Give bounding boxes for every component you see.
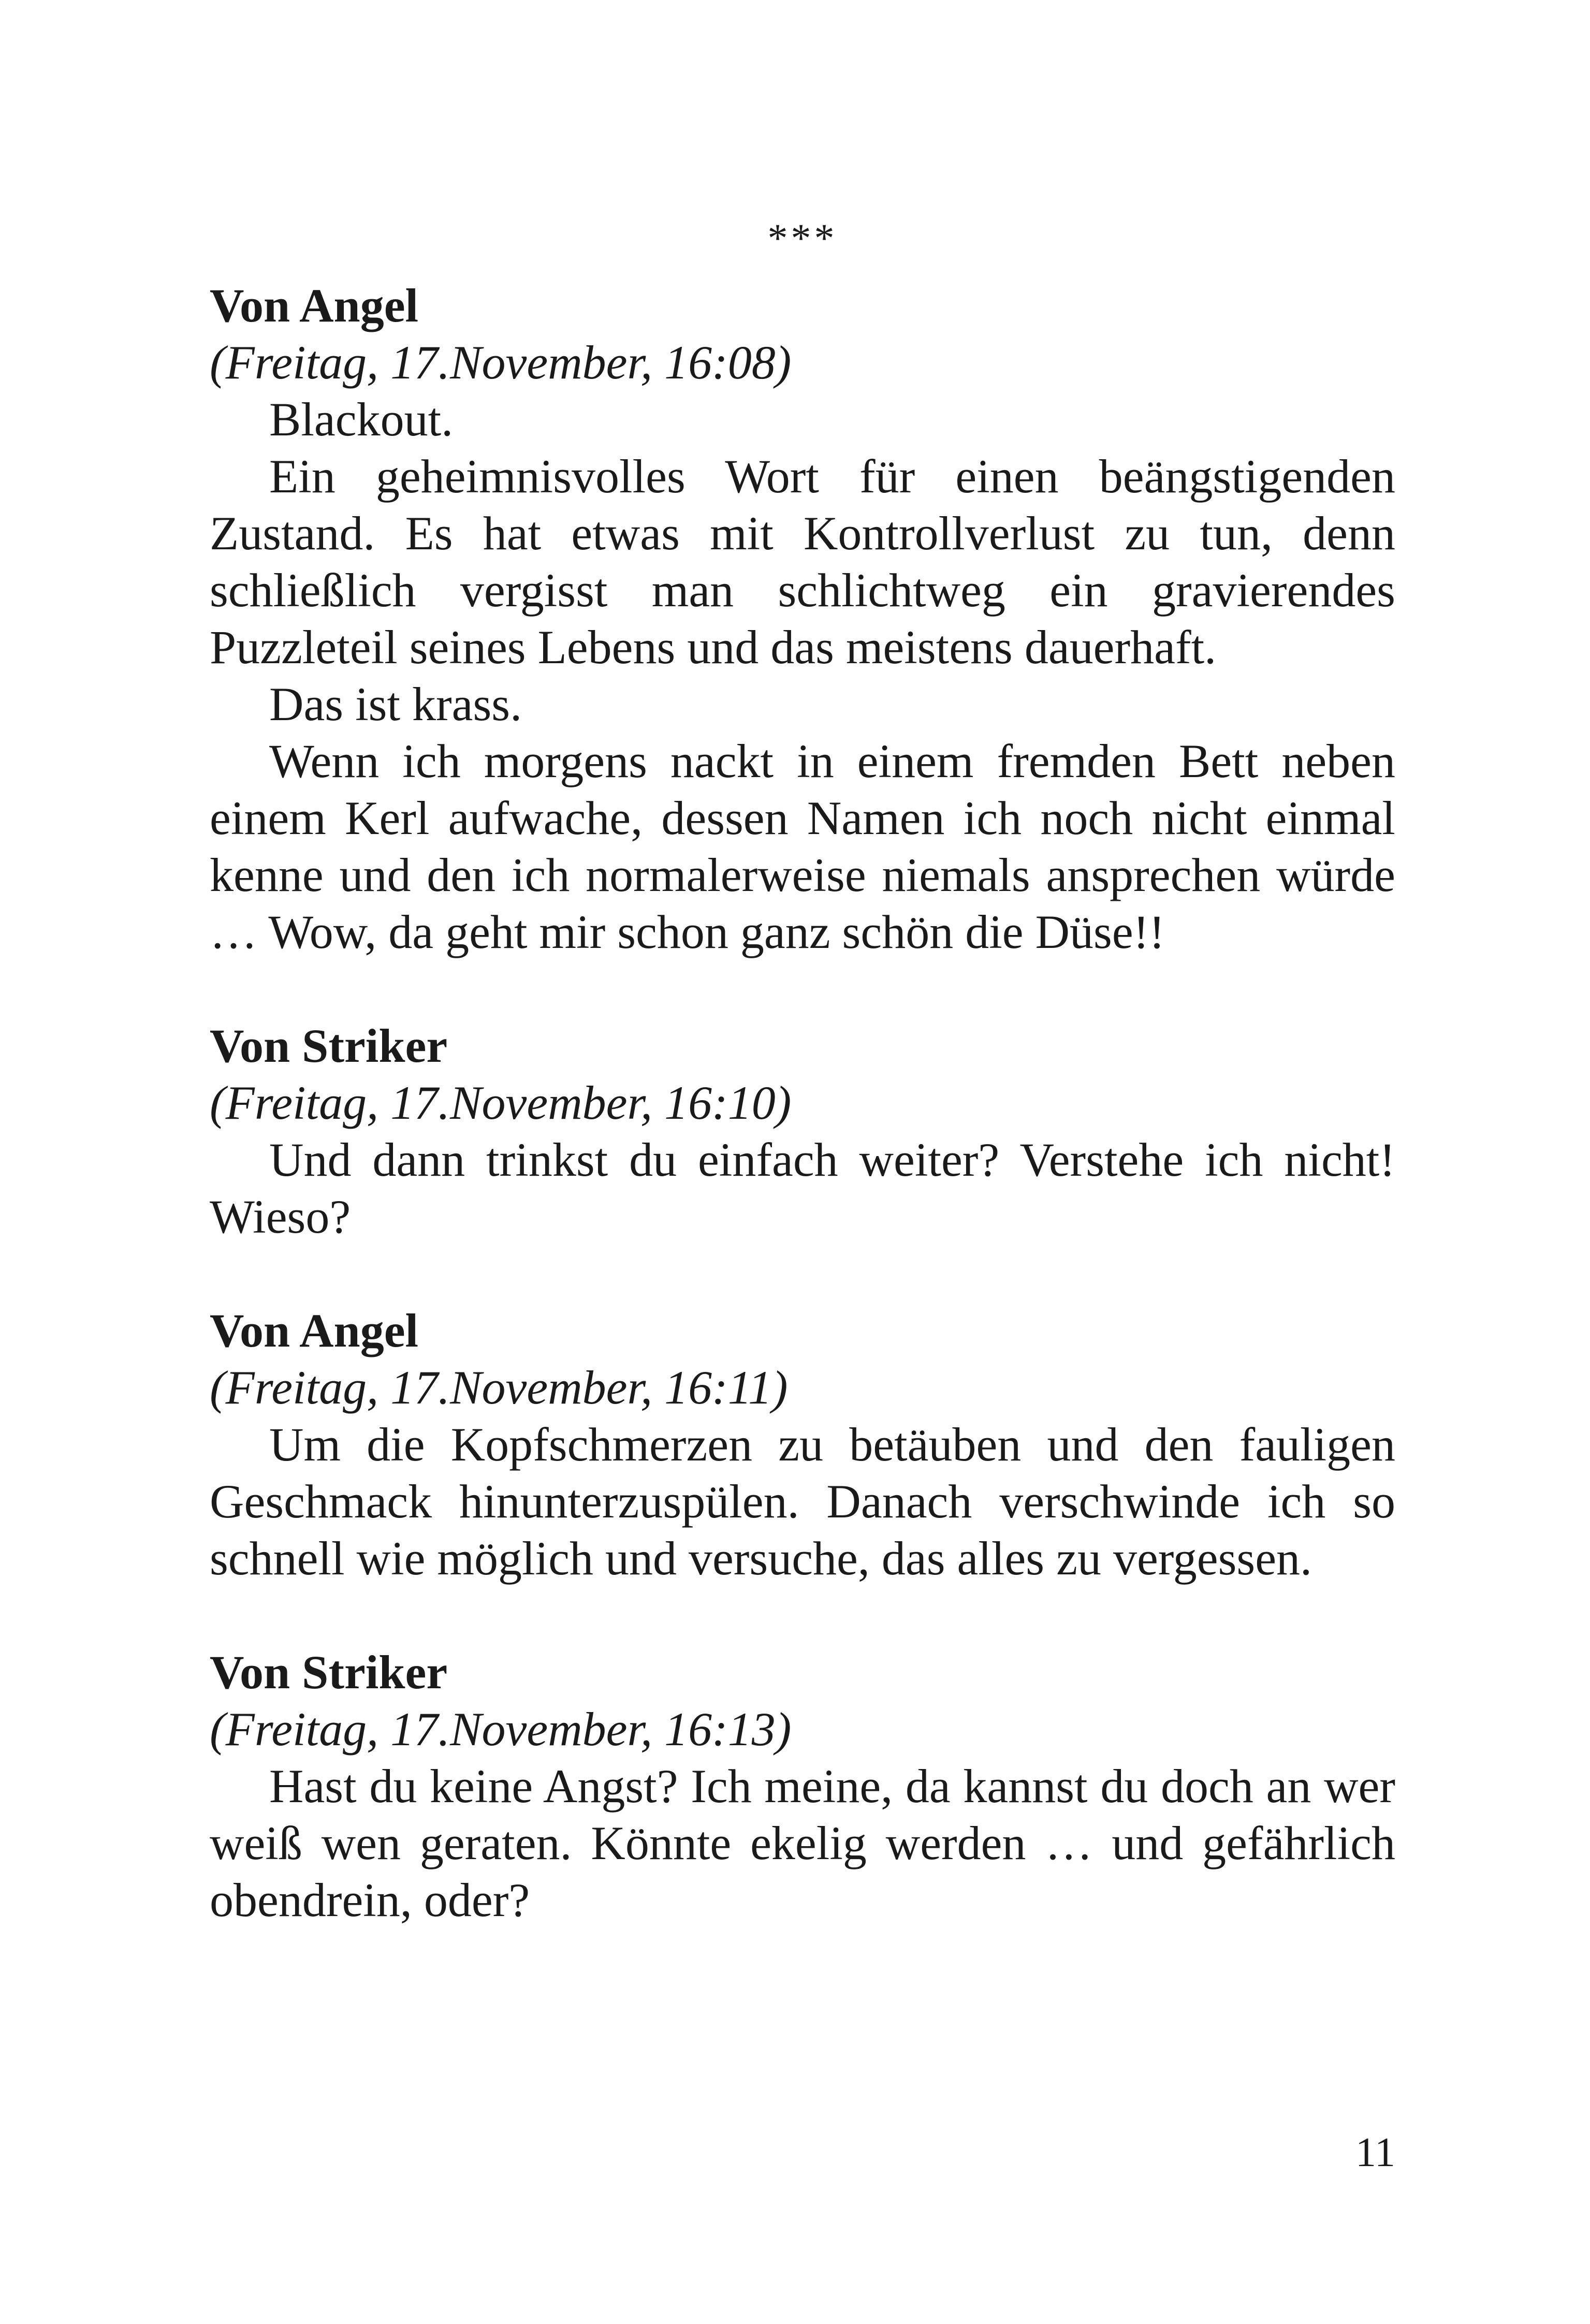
message-list bbox=[210, 277, 1395, 1985]
message-timestamp: (Freitag, 17.November, 16:11) bbox=[210, 1361, 788, 1414]
message-paragraph: Wenn ich morgens nackt in einem fremden Bett neben einem Kerl aufwache, dessen Namen ich noch nicht einmal kenne und den ich normalerweise niemals ansprechen würde … Wow, da geht mir schon ganz schön die Düse!! bbox=[210, 735, 1395, 958]
message-timestamp: (Freitag, 17.November, 16:13) bbox=[210, 1703, 792, 1756]
message-sender: Von Striker bbox=[210, 1646, 448, 1699]
message-paragraph: Um die Kopfschmerzen zu betäuben und den fauligen Geschmack hinunterzuspülen. Danach verschwinde ich so schnell wie möglich und versuche, das alles zu vergessen. bbox=[210, 1418, 1395, 1585]
message-entry bbox=[210, 1302, 1395, 1587]
message-entry bbox=[210, 1017, 1395, 1245]
message-entry bbox=[210, 277, 1395, 960]
message-paragraph: Und dann trinkst du einfach weiter? Verstehe ich nicht! Wieso? bbox=[210, 1133, 1395, 1243]
message-sender: Von Angel bbox=[210, 1304, 419, 1357]
page-number: 11 bbox=[1355, 2130, 1395, 2175]
section-separator: *** bbox=[767, 215, 838, 260]
book-page bbox=[210, 0, 1395, 2324]
message-timestamp: (Freitag, 17.November, 16:10) bbox=[210, 1076, 792, 1129]
message-sender: Von Striker bbox=[210, 1019, 448, 1072]
message-paragraph: Ein geheimnisvolles Wort für einen beängstigenden Zustand. Es hat etwas mit Kontrollverlust zu tun, denn schließlich vergisst man schlichtweg ein gravierendes Puzzleteil seines Lebens und das meistens dauerhaft. bbox=[210, 450, 1395, 674]
message-timestamp: (Freitag, 17.November, 16:08) bbox=[210, 336, 792, 389]
message-sender: Von Angel bbox=[210, 279, 419, 332]
message-entry bbox=[210, 1644, 1395, 1928]
message-paragraph: Das ist krass. bbox=[269, 678, 522, 730]
message-paragraph: Blackout. bbox=[269, 393, 454, 446]
message-paragraph: Hast du keine Angst? Ich meine, da kannst du doch an wer weiß wen geraten. Könnte ekelig werden … und gefährlich obendrein, oder? bbox=[210, 1760, 1395, 1926]
